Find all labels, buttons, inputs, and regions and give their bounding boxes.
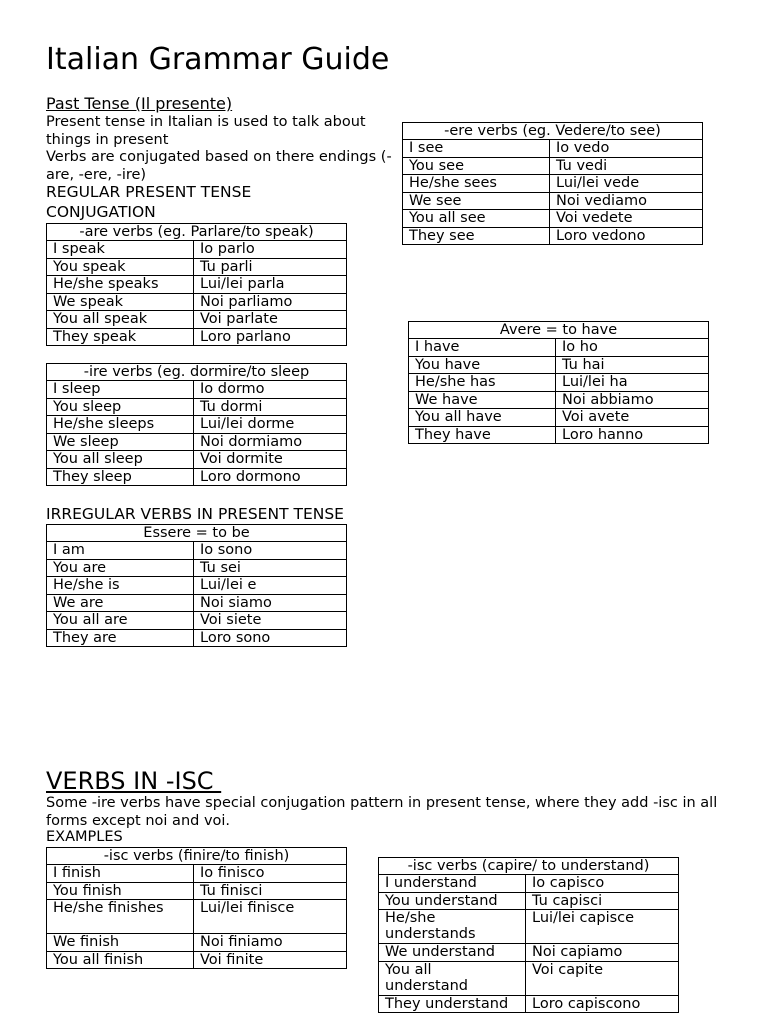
- english-cell: I see: [403, 140, 550, 158]
- english-cell: I sleep: [47, 381, 194, 399]
- english-cell: We have: [409, 391, 556, 409]
- italian-cell: Io dormo: [194, 381, 347, 399]
- table-row: [409, 374, 709, 392]
- table-row: [47, 865, 347, 883]
- english-cell: They speak: [47, 328, 194, 346]
- intro-line-2: Verbs are conjugated based on there endings (-are, -ere, -ire): [46, 149, 392, 183]
- english-cell: I am: [47, 542, 194, 560]
- english-cell: He/she sees: [403, 175, 550, 193]
- avere-table: [408, 321, 709, 444]
- table-header: Essere = to be: [47, 525, 347, 542]
- english-cell: They see: [403, 227, 550, 245]
- english-cell: We speak: [47, 293, 194, 311]
- english-cell: He/she understands: [379, 910, 526, 944]
- table-row: [409, 356, 709, 374]
- table-row: [47, 276, 347, 294]
- table-row: [403, 140, 703, 158]
- table-row: [47, 293, 347, 311]
- table-header: -ere verbs (eg. Vedere/to see): [403, 123, 703, 140]
- italian-cell: Io finisco: [194, 865, 347, 883]
- italian-cell: Loro dormono: [194, 468, 347, 486]
- english-cell: He/she sleeps: [47, 416, 194, 434]
- english-cell: You all understand: [379, 961, 526, 995]
- table-row: [47, 451, 347, 469]
- table-row: [47, 577, 347, 595]
- italian-cell: Lui/lei dorme: [194, 416, 347, 434]
- english-cell: We understand: [379, 944, 526, 962]
- table-row: [47, 629, 347, 647]
- italian-cell: Io parlo: [194, 241, 347, 259]
- table-header-row: [47, 364, 347, 381]
- italian-cell: Noi dormiamo: [194, 433, 347, 451]
- italian-cell: Noi capiamo: [526, 944, 679, 962]
- italian-cell: Lui/lei finisce: [194, 900, 347, 934]
- italian-cell: Tu finisci: [194, 882, 347, 900]
- table-row: [379, 944, 679, 962]
- table-row: [47, 328, 347, 346]
- table-header: -are verbs (eg. Parlare/to speak): [47, 224, 347, 241]
- table-row: [47, 882, 347, 900]
- table-row: [47, 934, 347, 952]
- table-row: [379, 961, 679, 995]
- english-cell: You understand: [379, 892, 526, 910]
- table-row: [379, 892, 679, 910]
- table-row: [47, 381, 347, 399]
- italian-cell: Loro vedono: [550, 227, 703, 245]
- italian-cell: Voi parlate: [194, 311, 347, 329]
- english-cell: You all speak: [47, 311, 194, 329]
- table-row: [403, 157, 703, 175]
- english-cell: They are: [47, 629, 194, 647]
- italian-cell: Noi siamo: [194, 594, 347, 612]
- italian-cell: Io sono: [194, 542, 347, 560]
- finire-table: [46, 847, 347, 969]
- table-row: [47, 900, 347, 934]
- table-row: [403, 192, 703, 210]
- italian-cell: Tu dormi: [194, 398, 347, 416]
- table-row: [409, 426, 709, 444]
- table-row: [379, 875, 679, 893]
- italian-cell: Noi parliamo: [194, 293, 347, 311]
- table-header: Avere = to have: [409, 322, 709, 339]
- english-cell: You are: [47, 559, 194, 577]
- isc-verbs-heading: VERBS IN -ISC: [46, 767, 222, 795]
- english-cell: We are: [47, 594, 194, 612]
- table-row: [379, 910, 679, 944]
- irregular-verbs-heading: IRREGULAR VERBS IN PRESENT TENSE: [46, 505, 344, 523]
- english-cell: He/she is: [47, 577, 194, 595]
- table-row: [47, 468, 347, 486]
- english-cell: We sleep: [47, 433, 194, 451]
- essere-table: [46, 524, 347, 647]
- english-cell: You all sleep: [47, 451, 194, 469]
- table-row: [403, 175, 703, 193]
- english-cell: You all finish: [47, 951, 194, 969]
- english-cell: We see: [403, 192, 550, 210]
- examples-label: EXAMPLES: [46, 829, 123, 845]
- italian-cell: Tu parli: [194, 258, 347, 276]
- italian-cell: Io ho: [556, 339, 709, 357]
- italian-cell: Tu vedi: [550, 157, 703, 175]
- table-row: [47, 416, 347, 434]
- table-row: [47, 433, 347, 451]
- section-subheading: Past Tense (Il presente): [46, 94, 233, 113]
- english-cell: He/she has: [409, 374, 556, 392]
- are-verbs-table: [46, 223, 347, 346]
- italian-cell: Lui/lei capisce: [526, 910, 679, 944]
- english-cell: You all have: [409, 409, 556, 427]
- english-cell: You finish: [47, 882, 194, 900]
- table-header-row: [47, 224, 347, 241]
- table-row: [403, 227, 703, 245]
- italian-cell: Voi capite: [526, 961, 679, 995]
- table-row: [47, 559, 347, 577]
- english-cell: We finish: [47, 934, 194, 952]
- table-row: [47, 311, 347, 329]
- english-cell: I understand: [379, 875, 526, 893]
- table-row: [47, 542, 347, 560]
- table-header-row: [379, 858, 679, 875]
- english-cell: He/she finishes: [47, 900, 194, 934]
- isc-description: Some -ire verbs have special conjugation pattern in present tense, where they add -isc in all forms except noi and voi.: [46, 795, 718, 829]
- italian-cell: Io capisco: [526, 875, 679, 893]
- english-cell: They sleep: [47, 468, 194, 486]
- italian-cell: Lui/lei parla: [194, 276, 347, 294]
- italian-cell: Tu hai: [556, 356, 709, 374]
- table-header-row: [47, 525, 347, 542]
- english-cell: You all are: [47, 612, 194, 630]
- regular-conjugation-heading: REGULAR PRESENT TENSE CONJUGATION: [46, 183, 252, 221]
- english-cell: You all see: [403, 210, 550, 228]
- table-row: [47, 241, 347, 259]
- table-row: [409, 409, 709, 427]
- italian-cell: Voi dormite: [194, 451, 347, 469]
- italian-cell: Io vedo: [550, 140, 703, 158]
- italian-cell: Noi abbiamo: [556, 391, 709, 409]
- table-row: [379, 995, 679, 1013]
- table-row: [403, 210, 703, 228]
- table-header: -ire verbs (eg. dormire/to sleep: [47, 364, 347, 381]
- english-cell: You see: [403, 157, 550, 175]
- italian-cell: Lui/lei e: [194, 577, 347, 595]
- capire-table: [378, 857, 679, 1013]
- table-header-row: [403, 123, 703, 140]
- page-title: Italian Grammar Guide: [46, 42, 390, 77]
- english-cell: I finish: [47, 865, 194, 883]
- italian-cell: Lui/lei ha: [556, 374, 709, 392]
- table-row: [409, 339, 709, 357]
- table-row: [47, 594, 347, 612]
- italian-cell: Loro sono: [194, 629, 347, 647]
- italian-cell: Voi finite: [194, 951, 347, 969]
- italian-cell: Loro capiscono: [526, 995, 679, 1013]
- english-cell: You sleep: [47, 398, 194, 416]
- table-header: -isc verbs (finire/to finish): [47, 848, 347, 865]
- italian-cell: Voi vedete: [550, 210, 703, 228]
- english-cell: They have: [409, 426, 556, 444]
- italian-cell: Loro parlano: [194, 328, 347, 346]
- table-row: [47, 612, 347, 630]
- ere-verbs-table: [402, 122, 703, 245]
- table-row: [47, 258, 347, 276]
- english-cell: I have: [409, 339, 556, 357]
- italian-cell: Noi vediamo: [550, 192, 703, 210]
- english-cell: He/she speaks: [47, 276, 194, 294]
- english-cell: I speak: [47, 241, 194, 259]
- ire-verbs-table: [46, 363, 347, 486]
- english-cell: You have: [409, 356, 556, 374]
- italian-cell: Voi avete: [556, 409, 709, 427]
- italian-cell: Lui/lei vede: [550, 175, 703, 193]
- italian-cell: Voi siete: [194, 612, 347, 630]
- table-header-row: [47, 848, 347, 865]
- table-row: [47, 951, 347, 969]
- table-header: -isc verbs (capire/ to understand): [379, 858, 679, 875]
- table-row: [409, 391, 709, 409]
- intro-line-1: Present tense in Italian is used to talk about things in present: [46, 114, 366, 148]
- italian-cell: Noi finiamo: [194, 934, 347, 952]
- italian-cell: Tu capisci: [526, 892, 679, 910]
- english-cell: You speak: [47, 258, 194, 276]
- table-row: [47, 398, 347, 416]
- italian-cell: Loro hanno: [556, 426, 709, 444]
- english-cell: They understand: [379, 995, 526, 1013]
- italian-cell: Tu sei: [194, 559, 347, 577]
- intro-text: [46, 114, 398, 184]
- table-header-row: [409, 322, 709, 339]
